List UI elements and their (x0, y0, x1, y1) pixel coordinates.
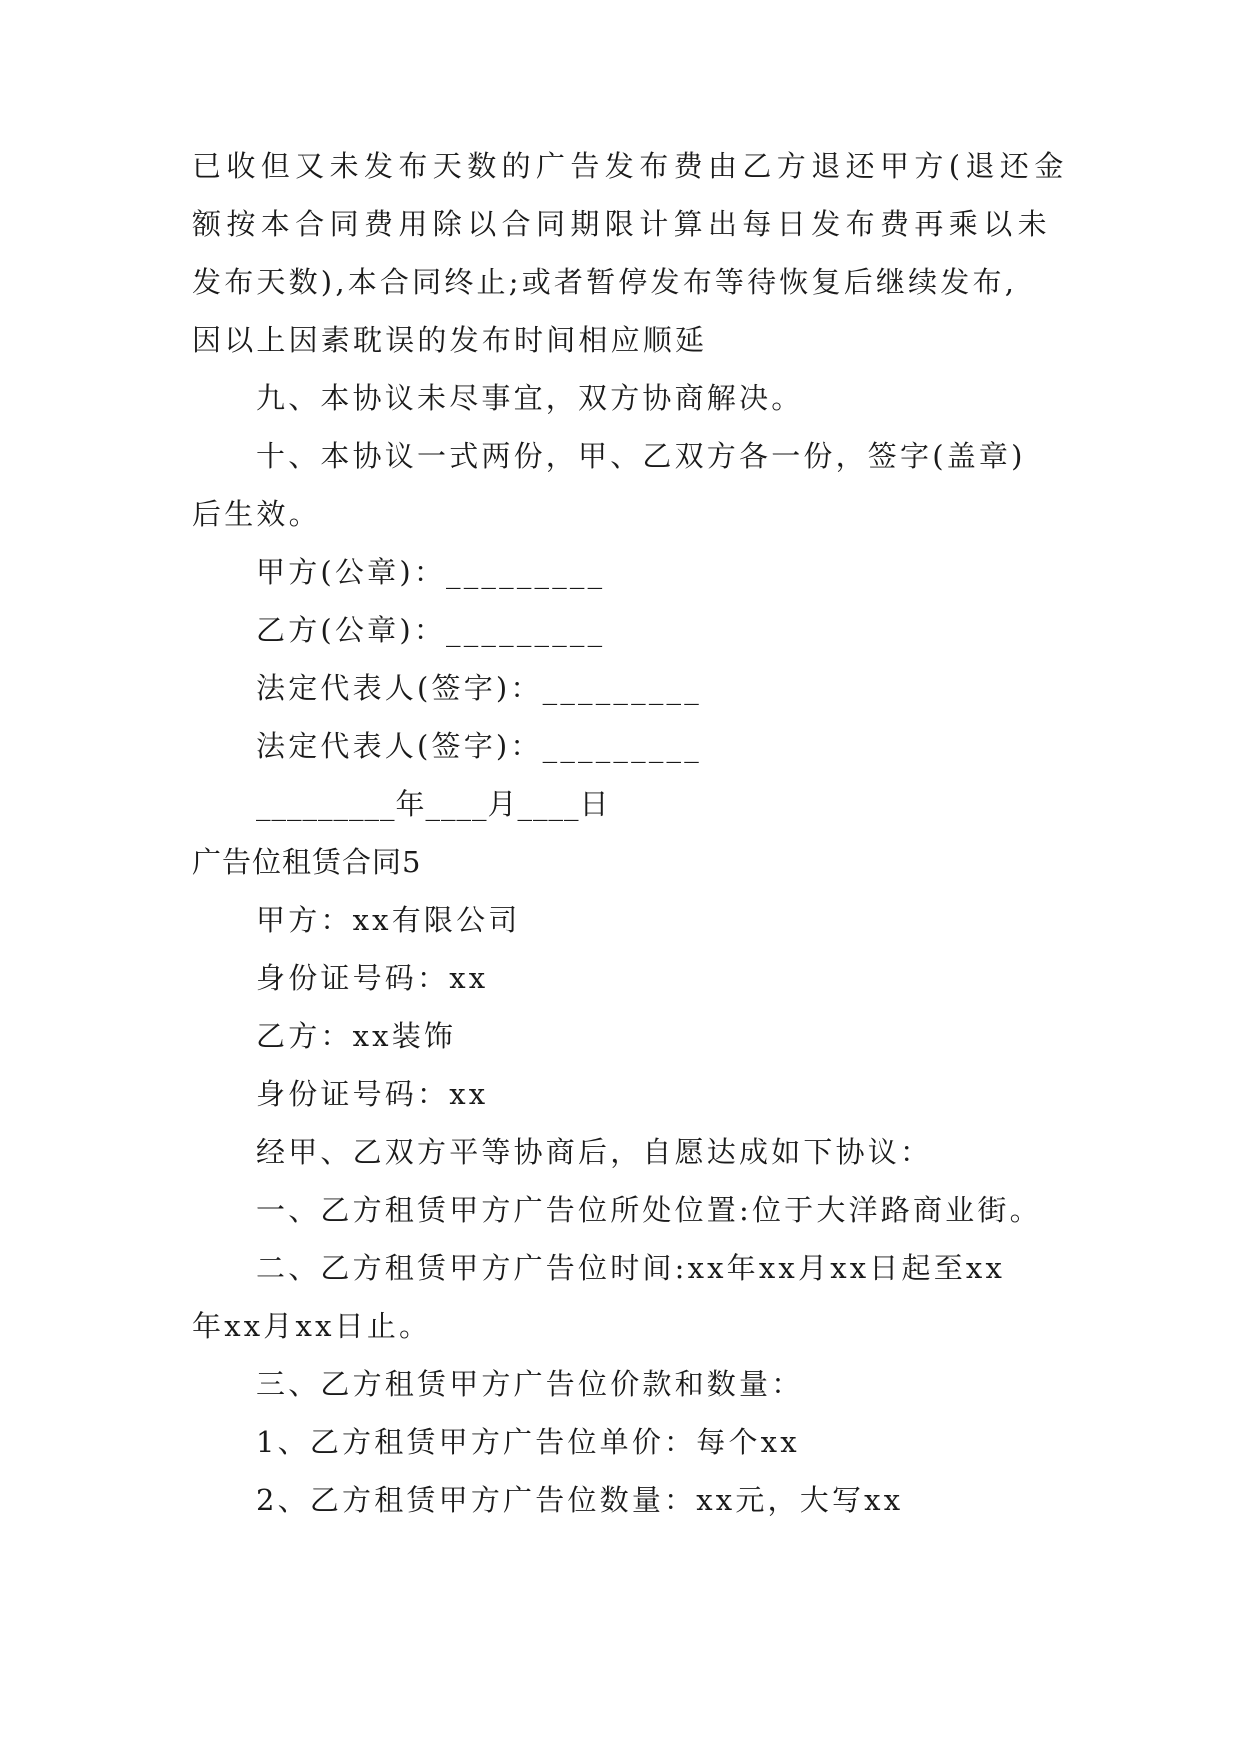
clause-nine: 九、本协议未尽事宜，双方协商解决。 (256, 381, 804, 415)
clause-three-item-2: 2、乙方租赁甲方广告位数量：xx元，大写xx (256, 1483, 904, 1517)
paragraph-line: 因以上因素耽误的发布时间相应顺延 (192, 323, 708, 357)
clause-two: 二、乙方租赁甲方广告位时间:xx年xx月xx日起至xx (256, 1251, 1006, 1285)
legal-representative-line: 法定代表人(签字)：_________ (256, 671, 702, 705)
agreement-intro: 经甲、乙双方平等协商后，自愿达成如下协议： (256, 1135, 933, 1169)
party-b-line: 乙方：xx装饰 (256, 1019, 457, 1053)
clause-three: 三、乙方租赁甲方广告位价款和数量： (256, 1367, 804, 1401)
party-a-line: 甲方：xx有限公司 (256, 903, 521, 937)
id-number-line: 身份证号码：xx (256, 961, 489, 995)
paragraph-line: 已收但又未发布天数的广告发布费由乙方退还甲方(退还金 (192, 149, 1069, 183)
paragraph-line: 额按本合同费用除以合同期限计算出每日发布费再乘以未 (192, 207, 1053, 241)
clause-ten: 十、本协议一式两份，甲、乙双方各一份，签字(盖章) (256, 439, 1026, 473)
legal-representative-line: 法定代表人(签字)：_________ (256, 729, 702, 763)
party-b-seal-line: 乙方(公章)：_________ (256, 613, 606, 647)
clause-one: 一、乙方租赁甲方广告位所处位置:位于大洋路商业街。 (256, 1193, 1042, 1227)
date-line: _________年____月____日 (256, 787, 610, 821)
paragraph-line: 后生效。 (192, 497, 321, 531)
section-title: 广告位租赁合同5 (192, 845, 422, 879)
party-a-seal-line: 甲方(公章)：_________ (256, 555, 606, 589)
paragraph-line: 发布天数),本合同终止;或者暂停发布等待恢复后继续发布, (192, 265, 1018, 299)
id-number-line: 身份证号码：xx (256, 1077, 489, 1111)
clause-three-item-1: 1、乙方租赁甲方广告位单价：每个xx (256, 1425, 800, 1459)
paragraph-line: 年xx月xx日止。 (192, 1309, 432, 1343)
